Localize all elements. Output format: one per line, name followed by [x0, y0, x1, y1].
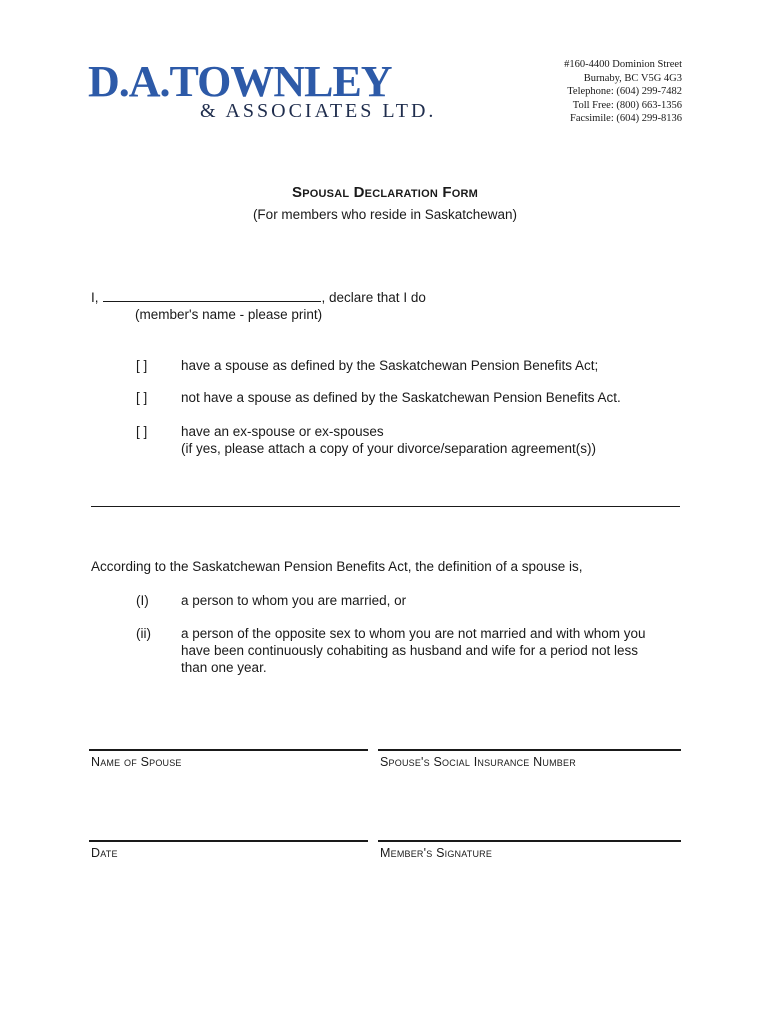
declaration-suffix: , declare that I do: [321, 290, 426, 305]
company-logo: D.A.TOWNLEY: [88, 57, 392, 106]
form-subtitle: (For members who reside in Saskatchewan): [252, 207, 518, 222]
declaration-line: [91, 289, 426, 306]
option-ex-spouse-note: (if yes, please attach a copy of your divorce/separation agreement(s)): [181, 441, 596, 456]
member-name-field[interactable]: [103, 290, 321, 302]
member-signature-field[interactable]: [378, 840, 681, 842]
definition-item-line: than one year.: [181, 660, 267, 675]
definition-marker: (ii): [136, 626, 151, 641]
member-name-hint: (member's name - please print): [135, 307, 323, 322]
declaration-prefix: I,: [91, 290, 99, 305]
option-ex-spouse: have an ex-spouse or ex-spouses: [181, 424, 384, 439]
date-label: Date: [91, 846, 118, 860]
name-of-spouse-label: Name of Spouse: [91, 755, 182, 769]
option-have-spouse: have a spouse as defined by the Saskatchewan Pension Benefits Act;: [181, 358, 599, 373]
company-logo-subtitle: & ASSOCIATES LTD.: [200, 100, 437, 122]
definition-intro: According to the Saskatchewan Pension Benefits Act, the definition of a spouse is,: [91, 559, 583, 574]
definition-item-line: a person of the opposite sex to whom you are not married and with whom you: [181, 626, 646, 641]
spouse-sin-field[interactable]: [378, 749, 681, 751]
date-field[interactable]: [89, 840, 368, 842]
checkbox-ex-spouse[interactable]: [ ]: [136, 424, 148, 439]
company-address: [564, 58, 682, 126]
address-line: Telephone: (604) 299-7482: [567, 86, 682, 97]
checkbox-have-spouse[interactable]: [ ]: [136, 358, 148, 373]
checkbox-no-spouse[interactable]: [ ]: [136, 390, 148, 405]
section-divider: [91, 506, 680, 507]
member-signature-label: Member's Signature: [380, 846, 493, 860]
option-no-spouse: not have a spouse as defined by the Saskatchewan Pension Benefits Act.: [181, 390, 621, 405]
address-line: Facsimile: (604) 299-8136: [570, 113, 682, 124]
name-of-spouse-field[interactable]: [89, 749, 368, 751]
address-line: Toll Free: (800) 663-1356: [572, 99, 682, 111]
definition-marker: (I): [136, 593, 149, 608]
definition-item-line: have been continuously cohabiting as husband and wife for a period not less: [181, 643, 639, 658]
address-line: #160-4400 Dominion Street: [564, 59, 682, 70]
definition-item: a person to whom you are married, or: [181, 593, 407, 608]
address-line: Burnaby, BC V5G 4G3: [583, 72, 682, 84]
form-title: Spousal Declaration Form: [292, 184, 478, 201]
spouse-sin-label: Spouse's Social Insurance Number: [380, 755, 576, 769]
